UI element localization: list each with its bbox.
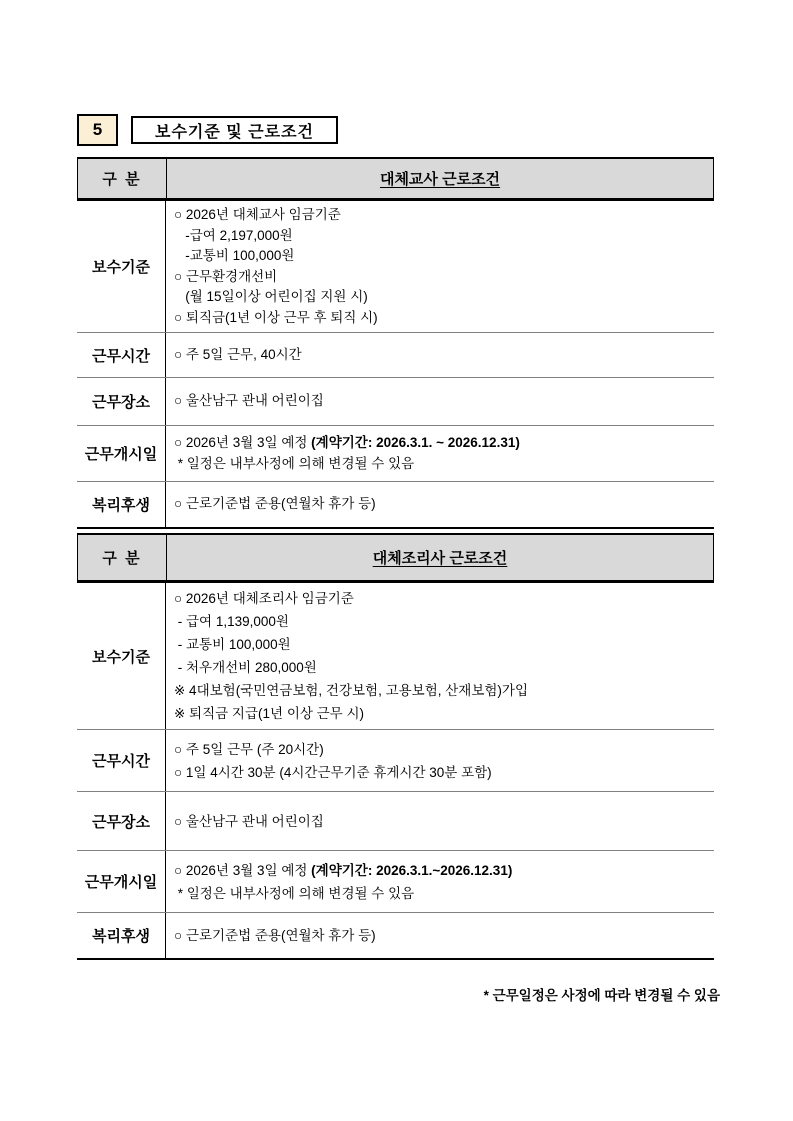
- row-content-place: [166, 792, 714, 850]
- row-label-hours: 근무시간: [77, 730, 166, 791]
- section-number-badge: 5: [77, 114, 118, 146]
- content-line: ○ 울산남구 관내 어린이집: [174, 393, 324, 409]
- teacher-header-category: 구 분: [78, 159, 167, 198]
- content-line: ○ 주 5일 근무, 40시간: [174, 346, 302, 362]
- content-line: ※ 퇴직금 지급(1년 이상 근무 시): [174, 706, 365, 721]
- content-line: ○ 근로기준법 준용(연월차 휴가 등): [174, 496, 376, 512]
- cook-conditions-table: [77, 533, 714, 960]
- start-date-text: ○ 2026년 3월 3일 예정: [174, 435, 312, 450]
- row-label-welfare: 복리후생: [77, 482, 166, 527]
- row-content-hours: [166, 333, 714, 377]
- table-row: [77, 583, 714, 730]
- table-row: [77, 378, 714, 426]
- row-label-pay: 보수기준: [77, 201, 166, 332]
- cook-header-category: 구 분: [78, 535, 167, 580]
- content-line: [174, 859, 706, 882]
- row-label-place: 근무장소: [77, 792, 166, 850]
- row-label-start: 근무개시일: [77, 426, 166, 481]
- row-content-welfare: [166, 913, 714, 958]
- teacher-header-title: [167, 159, 713, 198]
- row-content-pay: [166, 583, 714, 729]
- schedule-change-footnote: * 근무일정은 사정에 따라 변경될 수 있음: [483, 988, 720, 1003]
- teacher-table-header-row: [77, 159, 714, 201]
- content-line: * 일정은 내부사정에 의해 변경될 수 있음: [174, 885, 415, 901]
- content-line: * 일정은 내부사정에 의해 변경될 수 있음: [174, 455, 415, 471]
- table-row: [77, 333, 714, 378]
- row-content-start: [166, 426, 714, 481]
- start-date-text: ○ 2026년 3월 3일 예정: [174, 862, 312, 878]
- content-line: ○ 근무환경개선비: [174, 268, 278, 284]
- table-row: [77, 913, 714, 958]
- content-line: - 처우개선비 280,000원: [174, 660, 317, 675]
- content-line: - 교통비 100,000원: [174, 637, 291, 652]
- teacher-header-title-text: 대체교사 근로조건: [379, 171, 501, 188]
- contract-period-text: (계약기간: 2026.3.1.~2026.12.31): [311, 862, 513, 878]
- content-line: - 급여 1,139,000원: [174, 614, 289, 629]
- teacher-conditions-table: [77, 157, 714, 529]
- cook-header-title-text: 대체조리사 근로조건: [372, 550, 508, 567]
- row-label-pay: 보수기준: [77, 583, 166, 729]
- content-line: ○ 2026년 대체교사 임금기준: [174, 207, 341, 222]
- row-content-start: [166, 851, 714, 912]
- content-line: ○ 주 5일 근무 (주 20시간): [174, 741, 324, 757]
- row-content-place: [166, 378, 714, 425]
- content-line: ○ 2026년 대체조리사 임금기준: [174, 591, 354, 606]
- content-line: ○ 1일 4시간 30분 (4시간근무기준 휴게시간 30분 포함): [174, 764, 492, 780]
- content-line: ○ 퇴직금(1년 이상 근무 후 퇴직 시): [174, 309, 378, 325]
- content-line: ○ 울산남구 관내 어린이집: [174, 813, 324, 829]
- row-label-hours: 근무시간: [77, 333, 166, 377]
- row-label-start: 근무개시일: [77, 851, 166, 912]
- content-line: -교통비 100,000원: [174, 248, 295, 263]
- table-row: [77, 851, 714, 913]
- row-content-hours: [166, 730, 714, 791]
- table-row: [77, 482, 714, 527]
- content-line: ※ 4대보험(국민연금보험, 건강보험, 고용보험, 산재보험)가입: [174, 683, 529, 698]
- cook-header-title: [167, 535, 713, 580]
- cook-table-header-row: [77, 535, 714, 583]
- section-title: 보수기준 및 근로조건: [131, 116, 338, 144]
- table-row: [77, 730, 714, 792]
- contract-period-text: (계약기간: 2026.3.1. ~ 2026.12.31): [311, 435, 520, 450]
- table-row: [77, 426, 714, 482]
- content-line: -급여 2,197,000원: [174, 227, 293, 243]
- section-header: [77, 114, 338, 146]
- row-content-pay: [166, 201, 714, 332]
- table-row: [77, 792, 714, 851]
- content-line: ○ 근로기준법 준용(연월차 휴가 등): [174, 928, 376, 943]
- table-row: [77, 201, 714, 333]
- content-line: (월 15일이상 어린이집 지원 시): [174, 289, 368, 304]
- row-content-welfare: [166, 482, 714, 527]
- row-label-place: 근무장소: [77, 378, 166, 425]
- content-line: [174, 433, 706, 454]
- row-label-welfare: 복리후생: [77, 913, 166, 958]
